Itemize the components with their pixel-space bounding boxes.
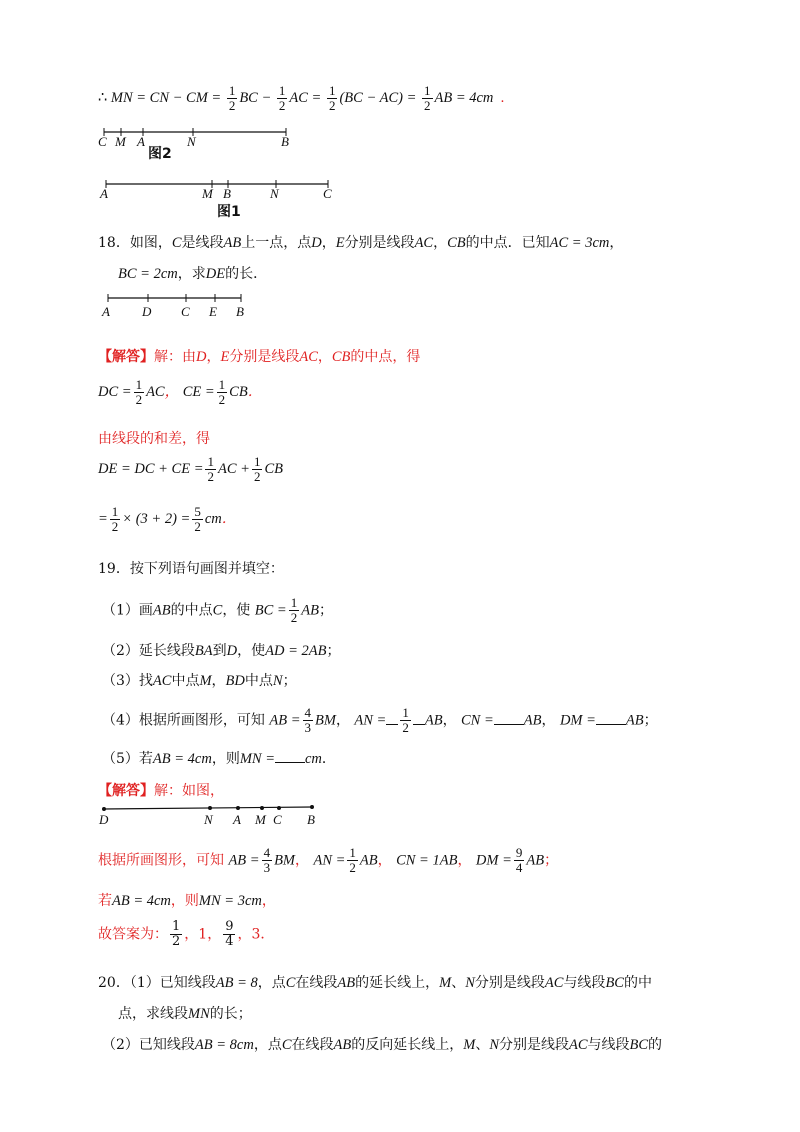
figure-2-caption: 图2 <box>148 146 172 162</box>
question-18-line-2: BC = 2cm，求DE的长． <box>118 266 268 282</box>
answer-19-line-4: 故答案为： $\frac{1}{2}$ ，1， $\frac{9}{4}$ ，3． <box>98 919 275 949</box>
answer-18-line-3: 由线段的和差，得 <box>98 431 210 447</box>
question-19-step-1: （1）画AB的中点C，使 BC = $\frac{1}{2}$ AB； <box>102 595 333 625</box>
figure-1-caption: 图1 <box>217 204 241 220</box>
question-20-line-2: 点，求线段MN的长； <box>118 1006 252 1022</box>
question-19-title: 19．按下列语句画图并填空： <box>98 561 284 577</box>
answer-19-line-1: 【解答】解：如图， <box>98 783 224 799</box>
answer-18-eq-1: DC = $\frac{1}{2}$ AC， CE = $\frac{1}{2}$ CB． <box>98 377 263 407</box>
mn-derivation: ∴ MN = CN − CM = $\frac{1}{2}$ BC − $\frac{1}{2}$ AC = $\frac{1}{2}$ (BC − AC) = $\frac{1}{2}$ AB = 4cm . <box>98 83 505 113</box>
answer-19-figure <box>96 800 326 830</box>
point-label-c: C <box>323 186 332 201</box>
answer-19-line-3: 若AB = 4cm，则MN = 3cm， <box>98 893 276 909</box>
question-18-line-1: 18．如图，C是线段AB上一点，点D，E分别是线段AC，CB的中点．已知AC = 3cm， <box>98 235 624 251</box>
point-label-a: A <box>137 134 145 149</box>
fraction-half: $\frac{1}{2}$ <box>424 83 431 113</box>
svg-text:N: N <box>204 812 213 827</box>
point-label-m: M <box>115 134 126 149</box>
point-label-b: B <box>223 186 231 201</box>
question-19-step-3: （3）找AC中点M，BD中点N； <box>102 673 297 689</box>
svg-text:E: E <box>209 304 217 319</box>
answer-19-line-2: 根据所画图形，可知 AB = $\frac{4}{3}$ BM， AN = $\frac{1}{2}$ AB， CN = 1AB， DM = $\frac{9}{4}$ AB； <box>98 845 559 875</box>
point-label-n: N <box>270 186 279 201</box>
svg-text:M: M <box>255 812 266 827</box>
svg-text:C: C <box>273 812 282 827</box>
question-19-step-4: （4）根据所画图形，可知 AB = $\frac{4}{3}$ BM， AN = $\frac{1}{2}$ AB， CN = AB， DM = AB； <box>102 705 658 735</box>
point-label-a: A <box>100 186 108 201</box>
question-20-line-3: （2）已知线段AB = 8cm，点C在线段AB的反向延长线上，M、N分别是线段AC与线段BC的 <box>102 1037 663 1053</box>
point-label-c: C <box>98 134 107 149</box>
svg-text:A: A <box>102 304 110 319</box>
svg-text:D: D <box>99 812 109 827</box>
point-label-b: B <box>281 134 289 149</box>
question-18-figure <box>98 290 258 324</box>
question-19-step-2: （2）延长线段BA到D，使AD = 2AB； <box>102 643 341 659</box>
svg-text:C: C <box>181 304 190 319</box>
svg-text:A: A <box>233 812 241 827</box>
fraction-half: $\frac{1}{2}$ <box>328 83 336 113</box>
fraction-half: $\frac{1}{2}$ <box>228 83 236 113</box>
answer-18-eq-2: DE = DC + CE = $\frac{1}{2}$ AC + $\frac{1}{2}$ CB <box>98 454 283 484</box>
fraction-half: $\frac{1}{2}$ <box>278 83 286 113</box>
point-label-n: N <box>187 134 196 149</box>
answer-18-line-1: 【解答】解：由D，E分别是线段AC，CB的中点，得 <box>98 349 421 365</box>
question-20-line-1: 20．（1）已知线段AB = 8，点C在线段AB的延长线上，M、N分别是线段AC与线段BC的中 <box>98 975 652 991</box>
point-label-m: M <box>202 186 213 201</box>
question-19-step-5: （5）若AB = 4cm，则MN = cm． <box>102 751 336 767</box>
svg-text:D: D <box>142 304 152 319</box>
figure-2-segment <box>96 124 306 164</box>
figure-1-segment <box>96 176 346 220</box>
svg-text:B: B <box>236 304 244 319</box>
answer-18-eq-3: = $\frac{1}{2}$ × (3 + 2) = $\frac{5}{2}$ cm． <box>98 504 237 534</box>
svg-text:B: B <box>307 812 315 827</box>
